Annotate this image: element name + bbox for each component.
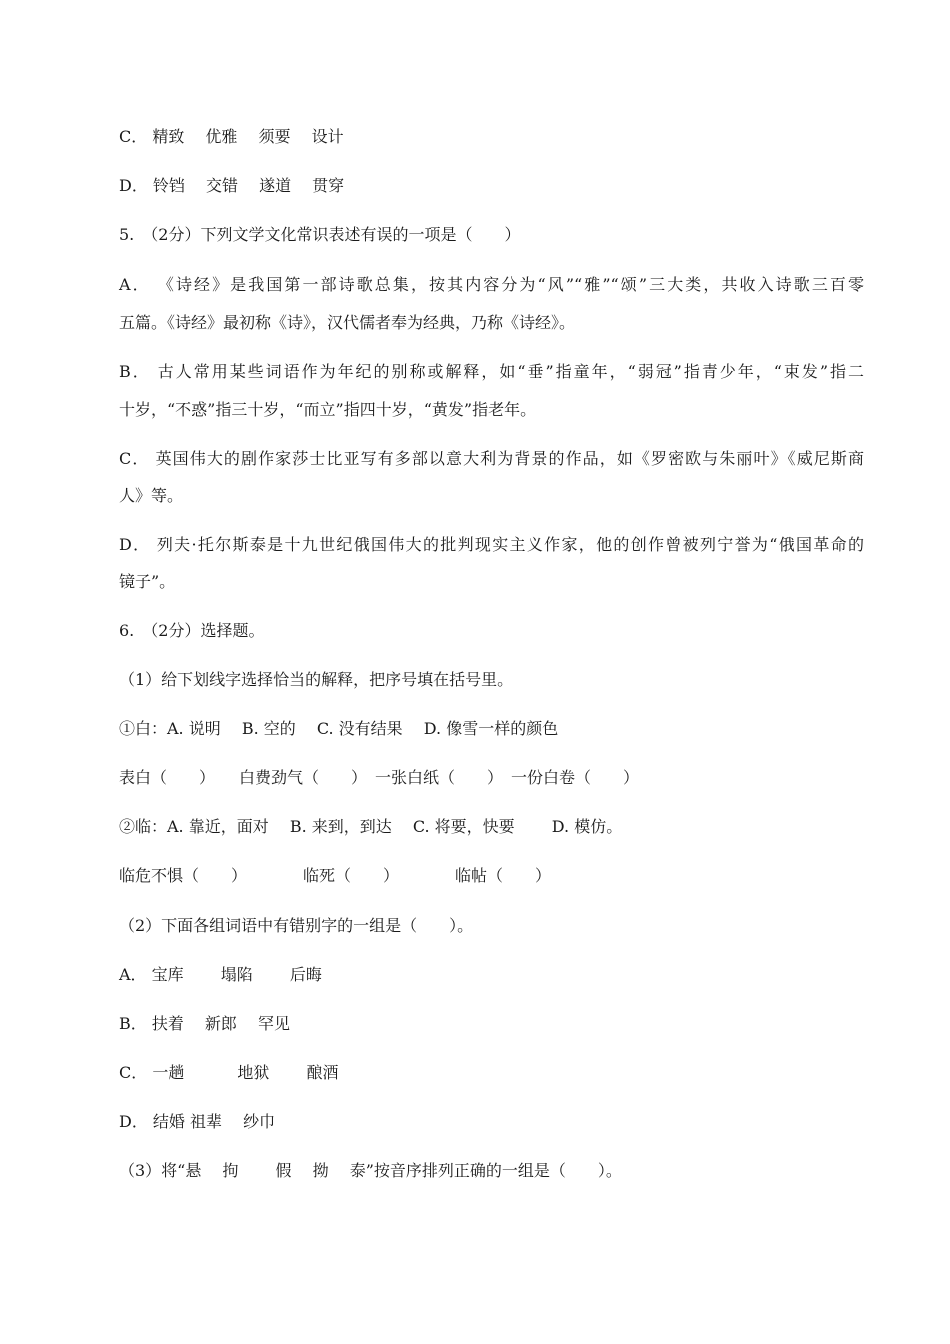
q6-lin-blanks[interactable]: 临危不惧（ ） 临死（ ） 临帖（ ） — [119, 866, 552, 885]
q6-part2-option-d[interactable]: D． 结婚 祖辈 纱巾 — [119, 1112, 276, 1131]
q6-part2-stem: （2）下面各组词语中有错别字的一组是（ ）。 — [119, 916, 474, 935]
q6-part2-option-a[interactable]: A． 宝库 塌陷 后晦 — [119, 965, 322, 984]
q5-stem: 5. （2分）下列文学文化常识表述有误的一项是（ ） — [119, 225, 521, 244]
q5-option-b-line2[interactable]: 十岁，“不惑”指三十岁，“而立”指四十岁，“黄发”指老年。 — [119, 400, 537, 419]
q5-option-a-line2[interactable]: 五篇。《诗经》最初称《诗》，汉代儒者奉为经典，乃称《诗经》。 — [119, 313, 576, 332]
q5-option-c-line1[interactable]: C． 英国伟大的剧作家莎士比亚写有多部以意大利为背景的作品，如《罗密欧与朱丽叶》《威尼斯商 — [119, 449, 864, 468]
q6-part3-stem: （3）将“悬 拘 假 拗 泰”按音序排列正确的一组是（ ）。 — [119, 1161, 622, 1180]
q6-bai-options: ①白：A. 说明 B. 空的 C. 没有结果 D. 像雪一样的颜色 — [119, 719, 559, 738]
q5-option-d-line1[interactable]: D． 列夫·托尔斯泰是十九世纪俄国伟大的批判现实主义作家，他的创作曾被列宁誉为“俄国革命的 — [119, 535, 864, 554]
q5-option-a-line1[interactable]: A． 《诗经》是我国第一部诗歌总集，按其内容分为“风”“雅”“颂”三大类，共收入诗歌三百零 — [119, 275, 864, 294]
q4-option-d[interactable]: D． 铃铛 交错 遂道 贯穿 — [119, 176, 345, 195]
q6-bai-blanks[interactable]: 表白（ ） 白费劲气（ ） 一张白纸（ ） 一份白卷（ ） — [119, 768, 640, 787]
q6-lin-options: ②临：A. 靠近，面对 B. 来到，到达 C. 将要，快要 D. 模仿。 — [119, 817, 623, 836]
q5-option-b-line1[interactable]: B． 古人常用某些词语作为年纪的别称或解释，如“垂”指童年，“弱冠”指青少年，“束发”指二 — [119, 362, 864, 381]
q6-part1-stem: （1）给下划线字选择恰当的解释，把序号填在括号里。 — [119, 670, 514, 689]
q6-part2-option-c[interactable]: C． 一趟 地狱 酿酒 — [119, 1063, 339, 1082]
q6-part2-option-b[interactable]: B． 扶着 新郎 罕见 — [119, 1014, 291, 1033]
q4-option-c[interactable]: C． 精致 优雅 须要 设计 — [119, 127, 344, 146]
q5-option-c-line2[interactable]: 人》等。 — [119, 486, 184, 505]
q5-option-d-line2[interactable]: 镜子”。 — [119, 572, 176, 591]
q6-stem: 6. （2分）选择题。 — [119, 621, 265, 640]
